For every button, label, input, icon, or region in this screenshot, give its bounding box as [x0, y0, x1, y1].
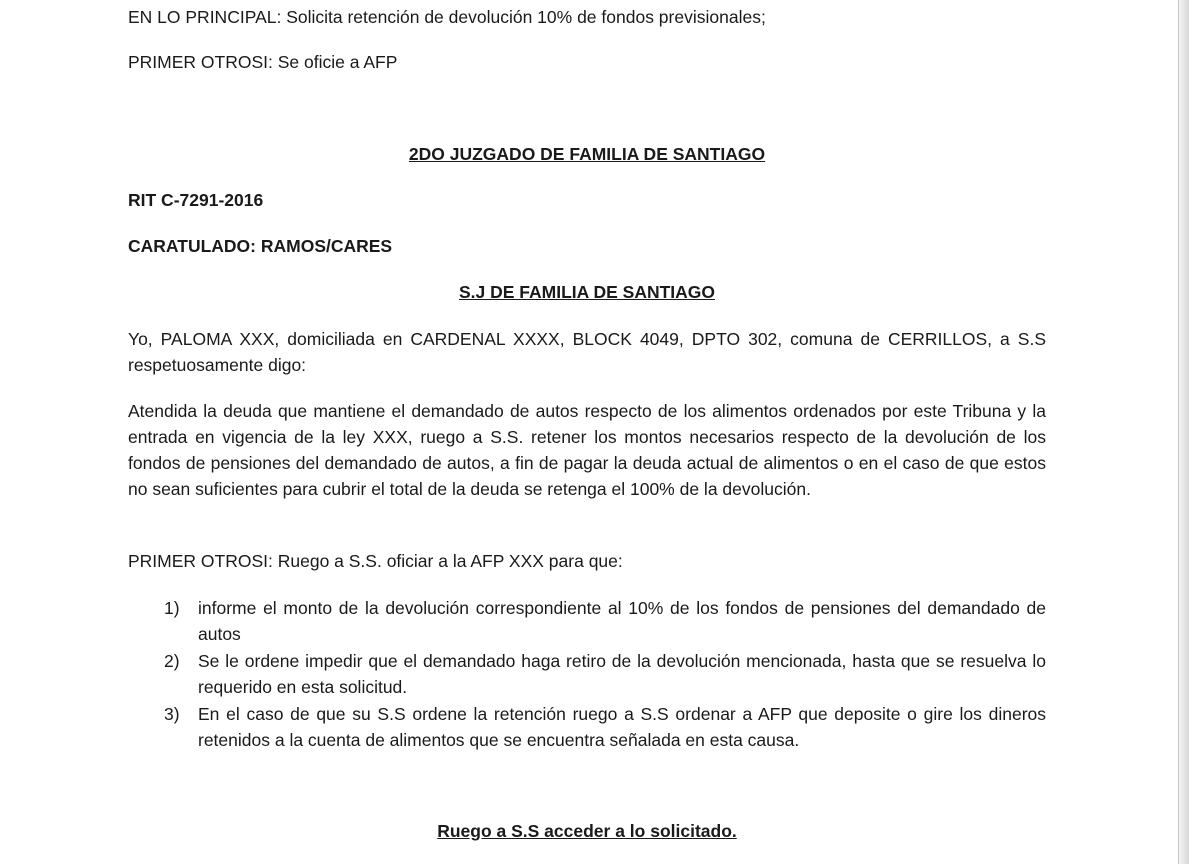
list-number: 3): [164, 704, 180, 724]
list-text: Se le ordene impedir que el demandado haga retiro de la devolución mencionada, hasta que se resuelva lo requerido en esta solicitud.: [198, 651, 1046, 697]
intro-paragraph: Yo, PALOMA XXX, domiciliada en CARDENAL XXXX, BLOCK 4049, DPTO 302, comuna de CERRILLOS, a S.S respetuosamente digo:: [128, 329, 1046, 375]
addressee-heading: [128, 279, 1046, 305]
summary-otrosi: PRIMER OTROSI: Se oficie a AFP: [128, 52, 398, 72]
body-paragraph: Atendida la deuda que mantiene el demandado de autos respecto de los alimentos ordenados por este Tribuna y la entrada en vigencia de la ley XXX, ruego a S.S. retener los montos necesarios respecto de la devolución de los fondos de pensiones del demandado de autos, a fin de pagar la deuda actual de alimentos o en el caso de que estos no sean suficientes para cubrir el total de la deuda se retenga el 100% de la devolución.: [128, 401, 1046, 499]
rit-number: RIT C-7291-2016: [128, 190, 264, 210]
summary-main: EN LO PRINCIPAL: Solicita retención de devolución 10% de fondos previsionales;: [128, 7, 766, 27]
list-text: En el caso de que su S.S ordene la retención ruego a S.S ordenar a AFP que deposite o gire los dineros retenidos a la cuenta de alimentos que se encuentra señalada en esta causa.: [198, 704, 1046, 750]
page-edge: [1178, 0, 1189, 864]
caratulado: CARATULADO: RAMOS/CARES: [128, 236, 393, 256]
otrosi-intro: PRIMER OTROSI: Ruego a S.S. oficiar a la AFP XXX para que:: [128, 551, 623, 571]
court-heading: [128, 141, 1046, 167]
closing-heading: [128, 818, 1046, 844]
court-name: 2DO JUZGADO DE FAMILIA DE SANTIAGO: [408, 144, 766, 164]
list-number: 2): [164, 651, 180, 671]
closing-text: Ruego a S.S acceder a lo solicitado.: [437, 821, 737, 841]
list-number: 1): [164, 598, 180, 618]
list-text: informe el monto de la devolución correspondiente al 10% de los fondos de pensiones del demandado de autos: [198, 598, 1046, 644]
addressee: S.J DE FAMILIA DE SANTIAGO: [458, 282, 716, 302]
